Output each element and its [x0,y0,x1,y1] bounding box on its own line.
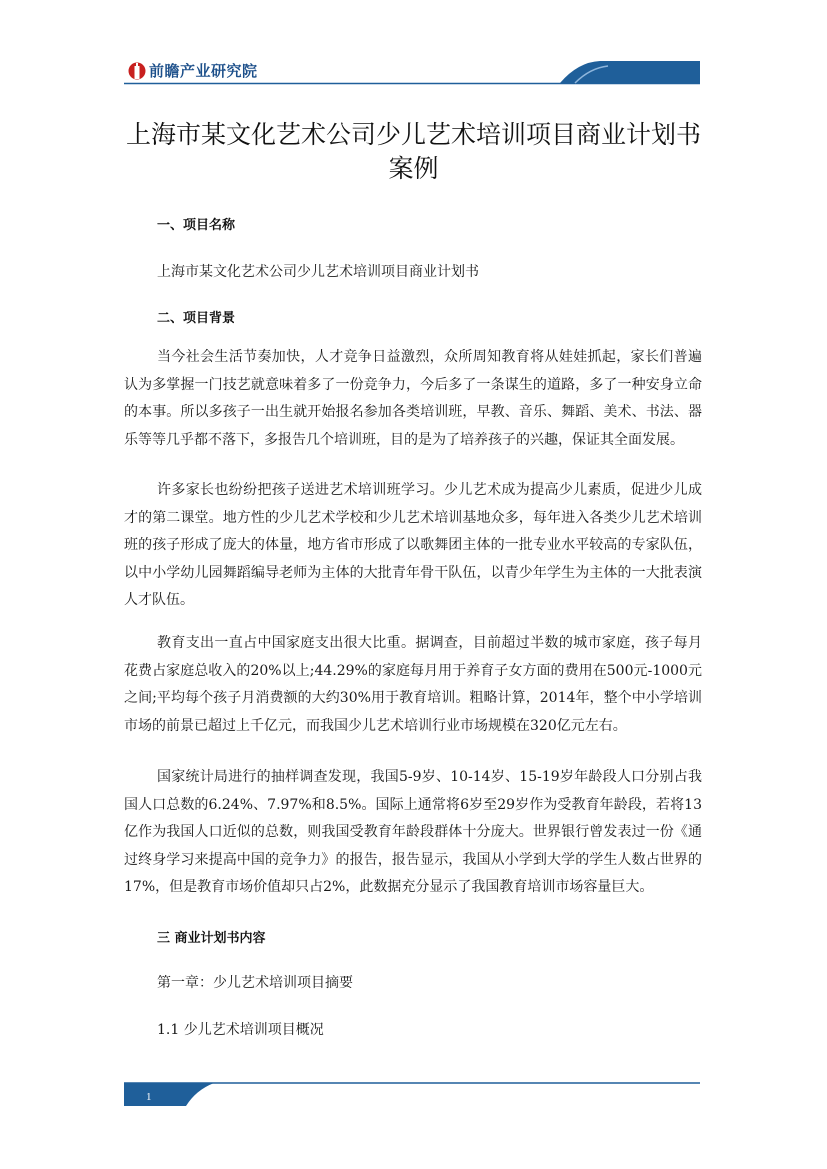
section-heading-background: 二、项目背景 [157,311,236,326]
subsection-1-1-line: 1.1 少儿艺术培训项目概况 [157,1022,324,1038]
paragraph-4: 国家统计局进行的抽样调查发现，我国5-9岁、10-14岁、15-19岁年龄段人口分别占我国人口总数的6.24%、7.97%和8.5%。国际上通常将6岁至29岁作为受教育年龄段，若将13亿作为我国人口近似的总数，则我国受教育年龄段群体十分庞大。世界银行曾发表过一份《通过终身学习来提高中国的竞争力》的报告，报告显示，我国从小学到大学的学生人数占世界的17%，但是教育市场价值却只占2%，此数据充分显示了我国教育培训市场容量巨大。 [124,769,702,895]
project-name-text: 上海市某文化艺术公司少儿艺术培训项目商业计划书 [157,264,479,280]
document-title: 上海市某文化艺术公司少儿艺术培训项目商业计划书案例 [125,120,701,183]
paragraph-1: 当今社会生活节奏加快，人才竞争日益激烈，众所周知教育将从娃娃抓起，家长们普遍认为多掌握一门技艺就意味着多了一份竞争力，今后多了一条谋生的道路，多了一种安身立命的本事。所以多孩子一出生就开始报名参加各类培训班，早教、音乐、舞蹈、美术、书法、器乐等等几乎都不落下，多报告几个培训班，目的是为了培养孩子的兴趣，保证其全面发展。 [124,349,702,448]
header-band [0,0,827,90]
paragraph-2: 许多家长也纷纷把孩子送进艺术培训班学习。少儿艺术成为提高少儿素质，促进少儿成才的第二课堂。地方性的少儿艺术学校和少儿艺术培训基地众多，每年进入各类少儿艺术培训班的孩子形成了庞大的体量，地方省市形成了以歌舞团主体的一批专业水平较高的专家队伍，以中小学幼儿园舞蹈编导老师为主体的大批青年骨干队伍，以青少年学生为主体的一大批表演人才队伍。 [124,482,702,608]
chapter-1-line: 第一章：少儿艺术培训项目摘要 [157,975,353,991]
brand-logo [128,60,258,81]
brand-name: 前瞻产业研究院 [149,62,258,80]
page-header [0,0,827,90]
paragraph-3: 教育支出一直占中国家庭支出很大比重。据调查，目前超过半数的城市家庭，孩子每月花费占家庭总收入的20%以上;44.29%的家庭每月用于养育子女方面的费用在500元-1000元之间;平均每个孩子月消费额的大约30%用于教育培训。粗略计算，2014年，整个中小学培训市场的前景已超过上千亿元，而我国少儿艺术培训行业市场规模在320亿元左右。 [124,635,702,734]
page-footer [0,1080,827,1130]
page-number: 1 [146,1091,152,1103]
section-heading-contents: 三 商业计划书内容 [157,931,266,946]
section-heading-project-name: 一、项目名称 [157,218,236,233]
logo-icon [128,61,146,81]
